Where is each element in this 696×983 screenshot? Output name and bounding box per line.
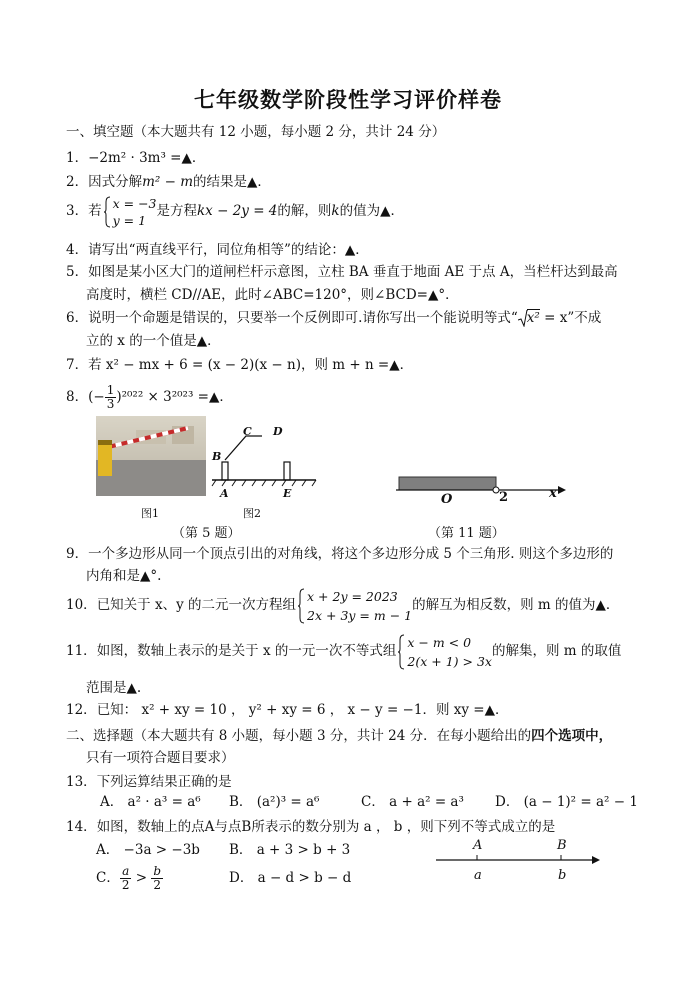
question-12: 12．已知： x² + xy = 10 ， y² + xy = 6 ， x − y = −1．则 xy =▲． [66, 702, 509, 718]
question-10: 10．已知关于 x、y 的二元一次方程组x + 2y = 2023 2x + 3y = m − 1的解互为相反数，则 m 的值为▲． [66, 588, 620, 623]
q13-option-d: D． (a − 1)² = a² − 1 [495, 794, 638, 810]
section-2-header-cont: 只有一项符合题目要求） [86, 750, 235, 766]
number-two-label: 2 [499, 490, 509, 505]
section-2-header: 二、选择题（本大题共有 8 小题，每小题 3 分，共计 24 分．在每小题给出的四个选项中， [66, 728, 613, 744]
q14-option-a: A． −3a > −3b [96, 842, 200, 858]
section-1-header: 一、填空题（本大题共有 12 小题，每小题 2 分，共计 24 分） [66, 124, 446, 140]
brace-icon [298, 588, 305, 624]
origin-label: O [441, 492, 453, 507]
q14-number-line [436, 852, 600, 868]
figure-1-photo [96, 416, 206, 496]
question-5: 5．如图是某小区大门的道闸栏杆示意图，立柱 BA 垂直于地面 AE 于点 A，当栏杆达到最高 [66, 264, 618, 280]
question-11: 11．如图，数轴上表示的是关于 x 的一元一次不等式组x − m < 0 2(x + 1) > 3x的解集，则 m 的取值 [66, 634, 622, 669]
value-b-label: b [558, 868, 567, 883]
point-c-label: C [243, 425, 252, 438]
question-2: 2．因式分解m² − m的结果是▲． [66, 174, 271, 190]
figure-11-caption: （第 11 题） [428, 526, 505, 541]
question-5-cont: 高度时，横栏 CD//AE，此时∠ABC=120°，则∠BCD=▲°． [86, 287, 459, 303]
brace-icon [104, 196, 111, 228]
brace-icon [398, 634, 405, 670]
point-b-label: B [557, 838, 567, 853]
q13-option-c: C． a + a² = a³ [361, 794, 464, 810]
point-d-label: D [273, 425, 283, 438]
question-6: 6．说明一个命题是错误的，只要举一个反例即可.请你写出一个能说明等式“ x² = x”不成 [66, 310, 602, 326]
x-axis-label: x [549, 486, 557, 501]
question-8: 8．(− $\frac{1}{3}$ )²⁰²² × 3²⁰²³ =▲． [66, 383, 233, 411]
question-4: 4．请写出“两直线平行，同位角相等”的结论：▲． [66, 242, 369, 258]
q14-option-b: B． a + 3 > b + 3 [229, 842, 351, 858]
question-7: 7．若 x² − mx + 6 = (x − 2)(x − n)，则 m + n =▲． [66, 357, 414, 373]
question-9-cont: 内角和是▲°. [86, 568, 162, 584]
value-a-label: a [474, 868, 482, 883]
point-b-label: B [212, 450, 222, 463]
point-e-label: E [283, 487, 292, 500]
q13-option-b: B． (a²)³ = a⁶ [229, 794, 320, 810]
figure-5-caption: （第 5 题） [172, 526, 241, 541]
question-6-cont: 立的 x 的一个值是▲． [86, 333, 221, 349]
point-a-label: A [473, 838, 483, 853]
number-line-figure [396, 470, 566, 506]
question-9: 9．一个多边形从同一个顶点引出的对角线，将这个多边形分成 5 个三角形. 则这个多边形的 [66, 546, 614, 562]
question-1: 1．−2m² · 3m³ =▲． [66, 150, 206, 166]
question-14: 14．如图，数轴上的点A与点B所表示的数分别为 a ， b ，则下列不等式成立的是 [66, 819, 556, 835]
figure-2-label: 图2 [243, 507, 261, 520]
question-11-cont: 范围是▲. [86, 680, 142, 696]
question-13: 13．下列运算结果正确的是 [66, 774, 232, 790]
page-title: 七年级数学阶段性学习评价样卷 [194, 87, 502, 112]
q14-option-d: D． a − d > b − d [229, 870, 352, 886]
sqrt-icon [518, 310, 528, 327]
question-3: 3．若 x = −3 y = 1是方程kx − 2y = 4的解，则k的值为▲． [66, 195, 404, 228]
q13-option-a: A． a² · a³ = a⁶ [100, 794, 201, 810]
figure-1-label: 图1 [141, 507, 159, 520]
q14-option-c: C． $\frac{a}{2}$ > $\frac{b}{2}$ [96, 864, 162, 892]
point-a-label: A [220, 487, 229, 500]
